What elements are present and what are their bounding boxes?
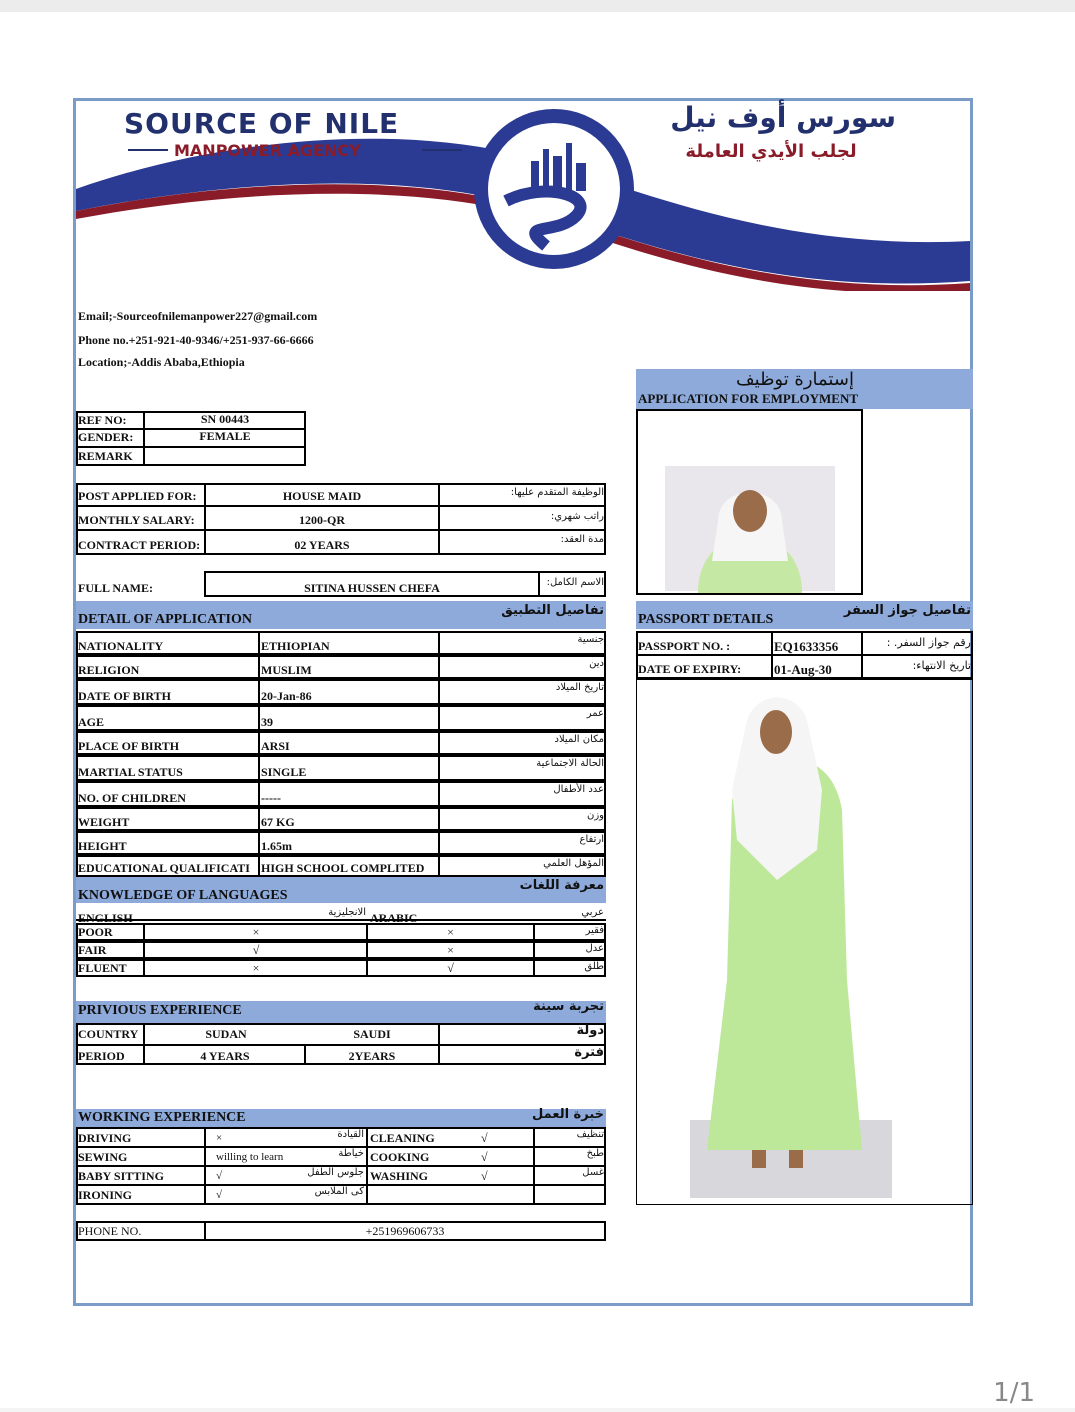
detail-value: SINGLE: [261, 765, 307, 779]
detail-label-ar: عدد الأطفال: [553, 784, 604, 795]
detail-divider: [438, 855, 440, 877]
country-1: SUDAN: [205, 1027, 247, 1041]
passport-title-ar: تفاصيل جواز السفر: [843, 603, 971, 618]
application-title-en: APPLICATION FOR EMPLOYMENT: [638, 391, 859, 406]
phone-label: PHONE NO.: [78, 1224, 142, 1238]
detail-divider: [258, 855, 260, 877]
detail-divider: [438, 731, 440, 755]
working-skill-label-2: COOKING: [370, 1150, 430, 1164]
country-label: COUNTRY: [78, 1027, 139, 1041]
detail-label: NATIONALITY: [78, 639, 164, 653]
working-divider: [204, 1146, 206, 1167]
english-label: ENGLISH: [78, 911, 133, 925]
working-divider: [204, 1165, 206, 1186]
detail-label-ar: عمر: [586, 708, 604, 719]
form-frame: [73, 98, 973, 1306]
languages-header-row: [76, 903, 606, 921]
portrait-photo-frame: [636, 409, 863, 595]
working-skill-value-2: √: [481, 1150, 488, 1164]
english-level-mark: ×: [252, 961, 260, 975]
detail-divider: [258, 781, 260, 807]
detail-divider: [438, 679, 440, 705]
working-skill-value: √: [216, 1170, 223, 1182]
detail-title-ar: تفاصيل التطبيق: [501, 603, 604, 618]
working-divider: [533, 1165, 535, 1186]
detail-title: DETAIL OF APPLICATION: [78, 612, 252, 627]
detail-divider: [438, 831, 440, 855]
working-skill-value-2: √: [481, 1169, 488, 1183]
fullbody-photo: [637, 680, 972, 1204]
arabic-label-ar: عربي: [581, 907, 604, 918]
detail-value: MUSLIM: [261, 663, 312, 677]
detail-label-ar: تاريخ الميلاد: [555, 682, 604, 693]
fullbody-photo-frame: [636, 679, 973, 1205]
languages-title-ar: معرفة اللغات: [519, 878, 604, 893]
brand-name-ar: سورس أوف نيل: [670, 101, 896, 134]
detail-value: 67 KG: [261, 815, 295, 829]
full-name-label-ar: الاسم الكامل:: [546, 577, 604, 588]
post-label: POST APPLIED FOR:: [78, 489, 197, 503]
working-title: WORKING EXPERIENCE: [78, 1110, 246, 1125]
detail-divider: [258, 631, 260, 655]
detail-divider: [438, 781, 440, 807]
language-level-label: POOR: [78, 925, 113, 939]
passport-no-label: PASSPORT NO. :: [638, 639, 731, 653]
working-skill-value: willing to learn: [216, 1151, 284, 1163]
tagline-ar: لجلب الأيدي العاملة: [685, 141, 857, 162]
language-level-label: FAIR: [78, 943, 107, 957]
passport-no-value: EQ1633356: [774, 639, 839, 654]
detail-label-ar: دين: [589, 658, 604, 669]
working-skill-label: SEWING: [78, 1150, 128, 1164]
detail-label: HEIGHT: [78, 839, 127, 853]
arabic-level-mark: ×: [447, 943, 454, 957]
detail-value: ARSI: [261, 739, 290, 753]
working-skill-label-ar-2: تنظيف: [576, 1129, 604, 1140]
english-level-mark: ×: [252, 925, 260, 939]
detail-value: 20-Jan-86: [261, 689, 312, 703]
tagline-en: MANPOWER AGENCY: [174, 141, 361, 160]
post-value: HOUSE MAID: [282, 489, 362, 503]
expiry-label: DATE OF EXPIRY:: [638, 662, 742, 676]
brand-name-en: SOURCE OF NILE: [124, 107, 400, 140]
detail-divider: [258, 755, 260, 781]
working-skill-value-2: √: [481, 1131, 488, 1145]
working-title-ar: خبرة العمل: [532, 1107, 604, 1122]
detail-divider: [258, 655, 260, 679]
working-divider: [533, 1184, 535, 1205]
language-level-label-ar: طلق: [584, 961, 604, 972]
contract-label: CONTRACT PERIOD:: [78, 538, 201, 552]
detail-divider: [258, 831, 260, 855]
working-skill-label-ar-2: طبخ: [586, 1148, 604, 1159]
ref-value: SN 00443: [200, 412, 250, 426]
gender-value: FEMALE: [199, 429, 251, 443]
period-label: PERIOD: [78, 1049, 125, 1063]
detail-value: 1.65m: [261, 839, 292, 853]
detail-label: AGE: [78, 715, 105, 729]
detail-label: EDUCATIONAL QUALIFICATI: [78, 861, 250, 875]
detail-label-ar: الحالة الاجتماعية: [536, 758, 604, 769]
detail-divider: [438, 631, 440, 655]
detail-label: MARTIAL STATUS: [78, 765, 183, 779]
detail-divider: [438, 655, 440, 679]
contract-value: 02 YEARS: [294, 538, 350, 552]
working-divider: [366, 1184, 368, 1205]
detail-label: NO. OF CHILDREN: [78, 791, 186, 805]
gender-label: GENDER:: [78, 430, 134, 444]
detail-label: RELIGION: [78, 663, 140, 677]
ref-label: REF NO:: [78, 413, 127, 427]
working-skill-label: BABY SITTING: [78, 1169, 164, 1183]
working-skill-label: DRIVING: [78, 1131, 132, 1145]
application-title-ar: إستمارة توظيف: [736, 369, 854, 390]
working-skill-label: IRONING: [78, 1188, 133, 1202]
portrait-photo: [638, 411, 861, 593]
viewer-top-bar: [0, 0, 1075, 12]
country-label-ar: دولة: [576, 1023, 604, 1038]
language-level-label: FLUENT: [78, 961, 127, 975]
detail-label-ar: وزن: [586, 810, 604, 821]
working-divider: [533, 1146, 535, 1167]
working-skill-label-ar: خياطة: [338, 1148, 364, 1159]
working-skill-label-2: CLEANING: [370, 1131, 435, 1145]
working-divider: [533, 1127, 535, 1148]
contact-phone: Phone no.+251-921-40-9346/+251-937-66-6666: [78, 333, 314, 347]
period-label-ar: فترة: [574, 1045, 604, 1060]
full-name-label: FULL NAME:: [78, 581, 153, 595]
language-divider: [143, 959, 145, 977]
working-skill-label-ar: جلوس الطفل: [307, 1167, 364, 1178]
passport-title: PASSPORT DETAILS: [638, 612, 774, 627]
working-skill-value: √: [216, 1189, 223, 1201]
detail-label-ar: المؤهل العلمي: [543, 858, 604, 869]
detail-value: HIGH SCHOOL COMPLITED: [261, 861, 425, 875]
contract-label-ar: مدة العقد:: [560, 534, 604, 545]
detail-value: ETHIOPIAN: [261, 639, 330, 653]
detail-divider: [258, 705, 260, 731]
language-divider: [533, 959, 535, 977]
english-label-ar: الانجليزية: [328, 907, 366, 918]
language-level-label-ar: عدل: [585, 943, 604, 954]
detail-divider: [438, 705, 440, 731]
period-1: 4 YEARS: [200, 1049, 250, 1063]
working-skill-label-ar: كى الملابس: [314, 1186, 364, 1197]
detail-label-ar: جنسية: [577, 634, 604, 645]
arabic-label: ARABIC: [370, 911, 418, 925]
detail-divider: [438, 755, 440, 781]
language-divider: [143, 941, 145, 959]
language-divider: [533, 941, 535, 959]
detail-divider: [258, 731, 260, 755]
remark-label: REMARK: [78, 449, 133, 463]
country-2: SAUDI: [353, 1027, 391, 1041]
detail-label: DATE OF BIRTH: [78, 689, 171, 703]
contact-email: Email;-Sourceofnilemanpower227@gmail.com: [78, 309, 318, 323]
working-divider: [204, 1184, 206, 1205]
detail-divider: [258, 679, 260, 705]
experience-title-ar: تجربة سينة: [533, 999, 604, 1014]
salary-label-ar: راتب شهري:: [550, 511, 604, 522]
working-divider: [366, 1146, 368, 1167]
language-divider: [533, 923, 535, 941]
working-divider: [366, 1127, 368, 1148]
english-level-mark: √: [252, 943, 260, 957]
period-2: 2YEARS: [348, 1049, 396, 1063]
language-divider: [143, 923, 145, 941]
contact-location: Location;-Addis Ababa,Ethiopia: [78, 355, 245, 369]
detail-divider: [258, 807, 260, 831]
passport-no-label-ar: رقم جواز السفر. :: [886, 636, 971, 649]
salary-value: 1200-QR: [299, 513, 345, 527]
full-name-value: SITINA HUSSEN CHEFA: [304, 581, 440, 595]
working-divider: [366, 1165, 368, 1186]
languages-title: KNOWLEDGE OF LANGUAGES: [78, 888, 288, 903]
expiry-label-ar: تاريخ الانتهاء:: [912, 659, 971, 672]
detail-value: 39: [261, 715, 273, 729]
working-skill-label-ar: القيادة: [337, 1129, 364, 1140]
phone-value: +251969606733: [365, 1224, 445, 1238]
detail-label: WEIGHT: [78, 815, 130, 829]
expiry-value: 01-Aug-30: [774, 662, 832, 677]
post-label-ar: الوظيفة المتقدم عليها:: [510, 487, 604, 498]
detail-label-ar: مكان الميلاد: [554, 734, 604, 745]
detail-value: -----: [261, 791, 281, 805]
detail-divider: [438, 807, 440, 831]
working-divider: [204, 1127, 206, 1148]
working-skill-label-2: WASHING: [370, 1169, 429, 1183]
experience-title: PRIVIOUS EXPERIENCE: [78, 1003, 242, 1018]
salary-label: MONTHLY SALARY:: [78, 513, 195, 527]
arabic-level-mark: √: [447, 961, 454, 975]
working-skill-value: ×: [216, 1132, 223, 1144]
page-indicator: 1/1: [993, 1378, 1035, 1408]
language-level-label-ar: فقير: [585, 925, 604, 936]
detail-label-ar: ارتفاع: [579, 834, 604, 845]
arabic-level-mark: ×: [447, 925, 454, 939]
detail-label: PLACE OF BIRTH: [78, 739, 180, 753]
working-skill-label-ar-2: غسل: [582, 1167, 604, 1178]
